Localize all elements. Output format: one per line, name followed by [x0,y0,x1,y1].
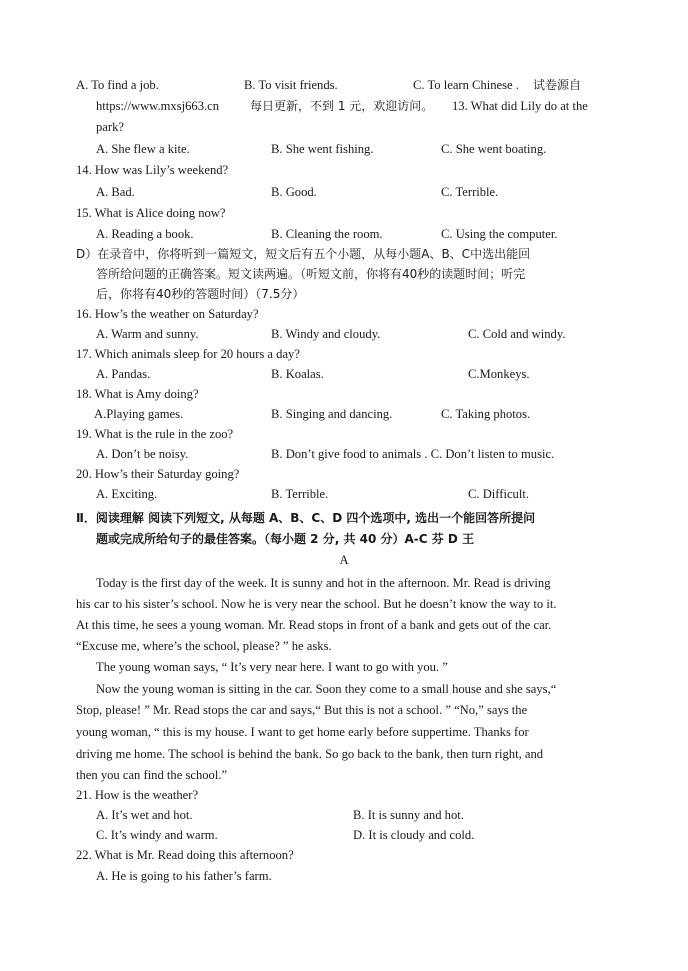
q21-option-c: C. It’s windy and warm. [96,828,218,842]
q13-option-b: B. She went fishing. [271,142,374,156]
q14-option-a: A. Bad. [96,185,135,199]
q15-stem: 15. What is Alice doing now? [76,206,226,220]
passage-line-4: “Excuse me, where’s the school, please? ” he asks. [76,639,332,653]
q18-option-a: A.Playing games. [94,407,184,421]
q13-option-c: C. She went boating. [441,142,547,156]
passage-line-2: his car to his sister’s school. Now he is very near the school. But he doesn’t know the way to it. [76,597,557,611]
q19-stem: 19. What is the rule in the zoo? [76,427,234,441]
q20-option-a: A. Exciting. [96,487,158,501]
q15-option-b: B. Cleaning the room. [271,227,383,241]
source-note: 试卷源自 [533,78,582,92]
passage-label: A [339,553,349,567]
section-2-heading-1: Ⅱ．阅读理解 阅读下列短文, 从每题 A、B、C、D 四个选项中, 选出一个能回答所提问 [76,511,536,525]
passage-line-9: driving me home. The school is behind the bank. So go back to the bank, then turn right, and [76,747,544,761]
passage-line-7: Stop, please! ” Mr. Read stops the car and says,“ But this is not a school. ” “No,” says the [76,703,528,717]
section-d-instructions-3: 后，你将有40秒的答题时间）（7.5分） [96,287,305,301]
q19-option-bc: B. Don’t give food to animals . C. Don’t listen to music. [271,447,555,461]
q22-stem: 22. What is Mr. Read doing this afternoon? [76,848,294,862]
q21-option-b: B. It is sunny and hot. [353,808,464,822]
q13-option-a: A. She flew a kite. [96,142,190,156]
section-d-instructions-1: D）在录音中，你将听到一篇短文，短文后有五个小题，从每小题A、B、C中选出能回 [76,247,531,261]
passage-line-10: then you can find the school.” [76,768,228,782]
q17-stem: 17. Which animals sleep for 20 hours a day? [76,347,300,361]
q16-option-b: B. Windy and cloudy. [271,327,381,341]
q15-option-c: C. Using the computer. [441,227,558,241]
passage-line-8: young woman, “ this is my house. I want to get home early before suppertime. Thanks for [76,725,529,739]
q18-option-b: B. Singing and dancing. [271,407,393,421]
section-d-instructions-2: 答所给问题的正确答案。短文读两遍。（听短文前，你将有40秒的读题时间；听完 [96,267,526,281]
q13-stem: 13. What did Lily do at the [452,99,588,113]
q17-option-b: B. Koalas. [271,367,324,381]
q20-stem: 20. How’s their Saturday going? [76,467,240,481]
q14-option-b: B. Good. [271,185,317,199]
passage-line-1: Today is the first day of the week. It is sunny and hot in the afternoon. Mr. Read is driving [96,576,551,590]
q14-option-c: C. Terrible. [441,185,499,199]
q16-option-a: A. Warm and sunny. [96,327,199,341]
q17-option-c: C.Monkeys. [468,367,530,381]
q19-option-a: A. Don’t be noisy. [96,447,189,461]
q16-stem: 16. How’s the weather on Saturday? [76,307,259,321]
q17-option-a: A. Pandas. [96,367,151,381]
q20-option-c: C. Difficult. [468,487,529,501]
q16-option-c: C. Cold and windy. [468,327,566,341]
q22-option-a: A. He is going to his father’s farm. [96,869,272,883]
q12-option-b: B. To visit friends. [244,78,338,92]
section-2-heading-2: 题或完成所给句子的最佳答案。（每小题 2 分, 共 40 分）A-C 芬 D 王 [96,532,475,546]
q12-option-a: A. To find a job. [76,78,159,92]
q12-option-c: C. To learn Chinese . [413,78,519,92]
q15-option-a: A. Reading a book. [96,227,194,241]
q21-stem: 21. How is the weather? [76,788,199,802]
q13-stem-cont: park? [96,120,124,134]
passage-line-3: At this time, he sees a young woman. Mr. Read stops in front of a bank and gets out of the car. [76,618,552,632]
q14-stem: 14. How was Lily’s weekend? [76,163,229,177]
q21-option-a: A. It’s wet and hot. [96,808,193,822]
source-note-2: 每日更新，不到 1 元，欢迎访问。 [250,99,434,113]
passage-line-6: Now the young woman is sitting in the car. Soon they come to a small house and she says,“ [96,682,557,696]
passage-line-5: The young woman says, “ It’s very near here. I want to go with you. ” [96,660,448,674]
q18-option-c: C. Taking photos. [441,407,531,421]
q20-option-b: B. Terrible. [271,487,329,501]
source-url: https://www.mxsj663.cn [96,99,220,113]
q21-option-d: D. It is cloudy and cold. [353,828,475,842]
q18-stem: 18. What is Amy doing? [76,387,199,401]
